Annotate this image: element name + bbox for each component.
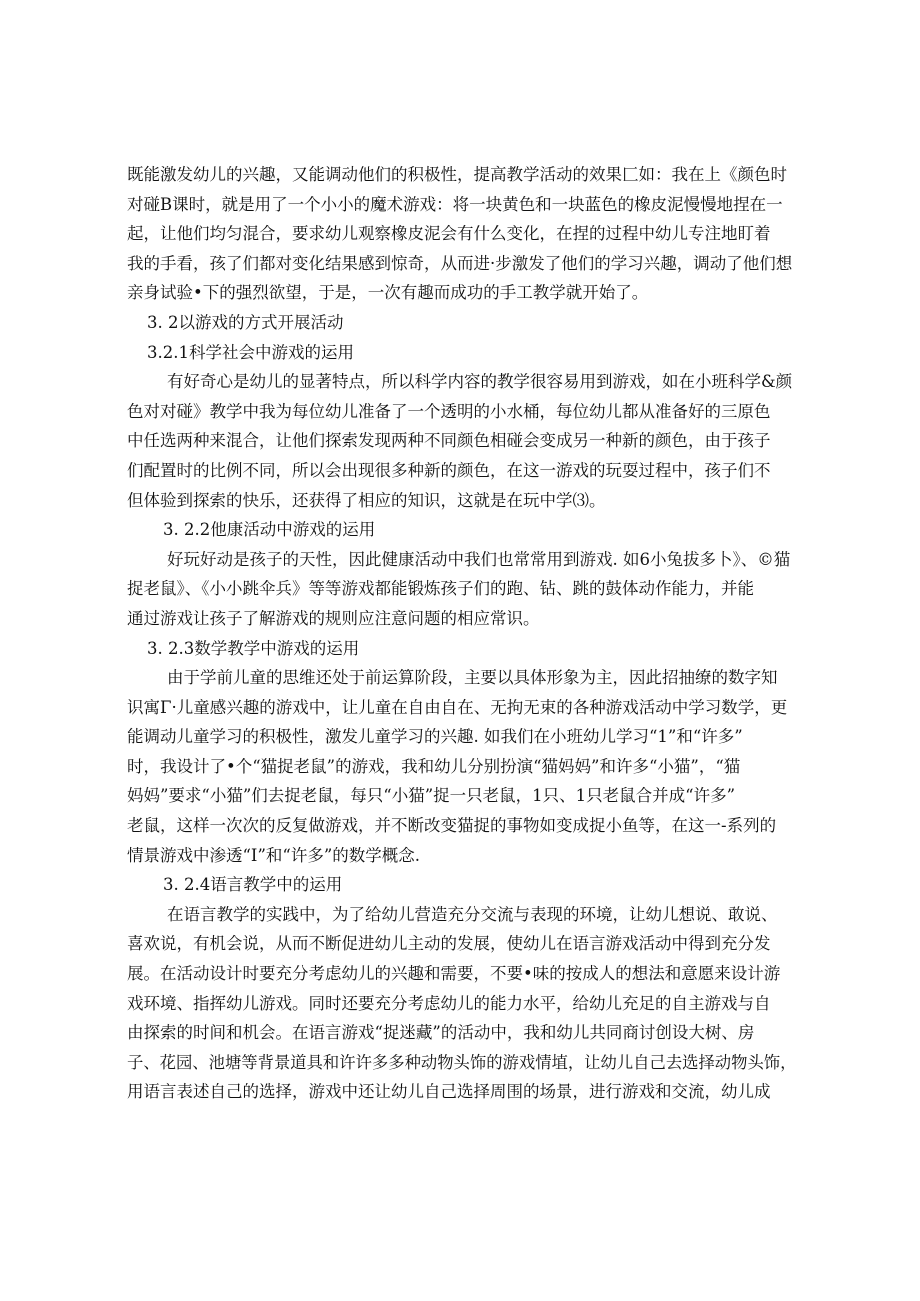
text-line: 但体验到探索的快乐，还获得了相应的知识，这就是在玩中学⑶。 (127, 490, 606, 510)
text-line: 老鼠，这样一次次的反复做游戏，并不断改变猫捉的事物如变成捉小鱼等，在这一-系列的 (127, 816, 777, 836)
text-line: 3. 2.4语言教学中的运用 (163, 875, 343, 895)
text-line: 捉老鼠》、《小小跳伞兵》等等游戏都能锻炼孩子们的跑、钻、跳的鼓体动作能力，并能 (127, 579, 754, 599)
text-line: 由于学前儿童的思维还处于前运算阶段，主要以具体形象为主，因此招抽缭的数字知 (167, 668, 778, 688)
text-line: 喜欢说，有机会说，从而不断促进幼儿主动的发展，使幼儿在语言游戏活动中得到充分发 (127, 934, 771, 954)
text-line: 们配置时的比例不同，所以会出现很多种新的颜色，在这一游戏的玩耍过程中，孩子们不 (127, 460, 771, 480)
text-line: 3. 2.2他康活动中游戏的运用 (163, 520, 376, 540)
text-line: 好玩好动是孩子的天性，因此健康活动中我们也常常用到游戏. 如6小兔拔多卜》、©猫 (167, 549, 791, 569)
text-line: 起，让他们均匀混合，要求幼儿观察橡皮泥会有什么变化，在捏的过程中幼儿专注地盯着 (127, 224, 771, 244)
text-line: 3. 2.3数学教学中游戏的运用 (147, 638, 360, 658)
text-line: 妈妈”要求“小猫”们去捉老鼠，每只“小猫”捉一只老鼠，1只、1只老鼠合并成“许多” (127, 786, 736, 806)
text-line: 戏环境、指挥幼儿游戏。同时还要充分考虑幼儿的能力水平，给幼儿充足的自主游戏与自 (127, 993, 771, 1013)
text-line: 在语言教学的实践中，为了给幼儿营造充分交流与表现的环境，让幼儿想说、敢说、 (167, 904, 778, 924)
text-line: 中任选两种来混合，让他们探索发现两种不同颜色相碰会变成另一种新的颜色，由于孩子 (127, 431, 771, 451)
text-line: 有好奇心是幼儿的显著特点，所以科学内容的教学很容易用到游戏，如在小班科学&颜 (167, 372, 793, 392)
text-line: 3. 2以游戏的方式开展活动 (147, 312, 344, 332)
text-line: 能调动儿童学习的积极性，激发儿童学习的兴趣. 如我们在小班幼儿学习“1”和“许多” (127, 727, 743, 747)
text-line: 用语言表述自己的选择，游戏中还让幼儿自己选择周围的场景，进行游戏和交流，幼儿成 (127, 1082, 771, 1102)
text-line: 既能激发幼儿的兴趣，又能调动他们的积极性，提高教学活动的效果匚如：我在上《颜色时 (127, 165, 787, 184)
text-line: 由探索的时间和机会。在语言游戏“捉迷藏”的活动中，我和幼儿共同商讨创设大树、房 (127, 1023, 755, 1043)
text-line: 子、花园、池塘等背景道具和许许多多种动物头饰的游戏情埴，让幼儿自己去选择动物头饰， (127, 1052, 797, 1072)
text-line: 我的手看，孩了们都对变化结果感到惊奇，从而进·步激发了他们的学习兴趣，调动了他们想 (127, 253, 793, 273)
text-line: 亲身试验•下的强烈欲望，于是，一次有趣而成功的手工教学就开始了。 (127, 283, 649, 303)
text-line: 识寓Γ·儿童感兴趣的游戏中，让儿童在自由自在、无拘无束的各种游戏活动中学习数学，更 (127, 697, 788, 717)
text-line: 展。在活动设计时要充分考虑幼儿的兴趣和需要，不要•味的按成人的想法和意愿来设计游 (127, 964, 781, 984)
document-body (127, 160, 797, 1107)
text-line: 3.2.1科学社会中游戏的运用 (147, 342, 354, 362)
text-line: 时，我设计了•个“猫捉老鼠”的游戏，我和幼儿分别扮演“猫妈妈”和许多“小猫”，“猫 (127, 756, 741, 776)
text-line: 通过游戏让孩子了解游戏的规则应注意问题的相应常识。 (127, 608, 540, 628)
text-line: 对碰B课时，就是用了一个小小的魔术游戏：将一块黄色和一块蓝色的橡皮泥慢慢地捏在一 (127, 194, 783, 214)
text-line: 色对对碰》教学中我为每位幼儿准备了一个透明的小水桶，每位幼儿都从准备好的三原色 (127, 401, 771, 421)
text-line: 情景游戏中渗透“I”和“许多”的数学概念. (127, 845, 421, 865)
